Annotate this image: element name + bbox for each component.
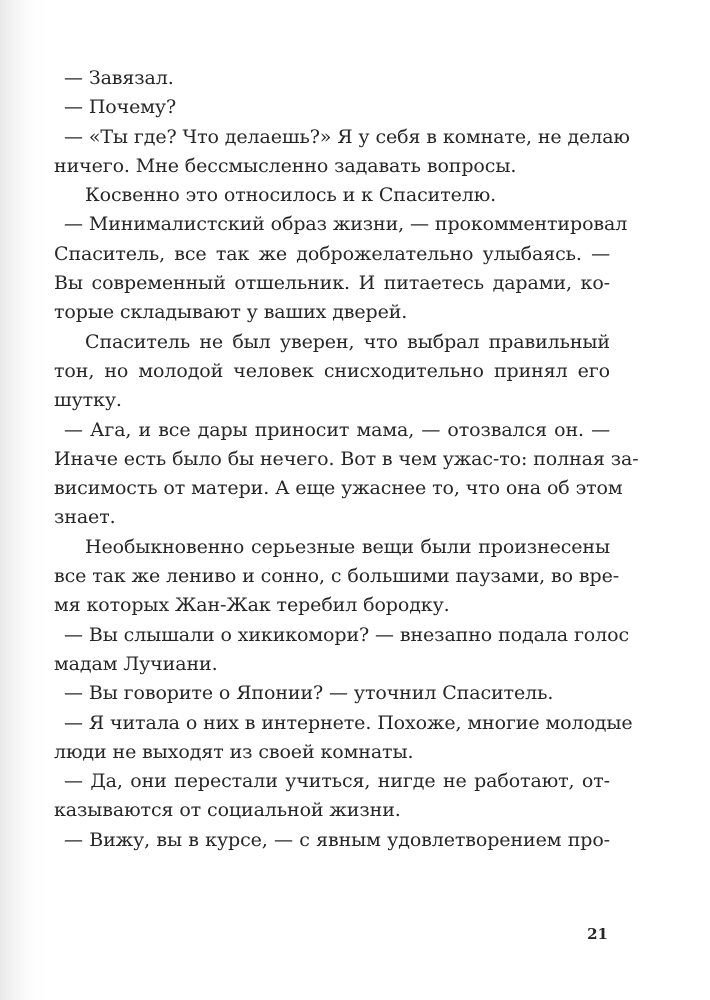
text-line: — Почему? — [64, 96, 177, 119]
text-line: тон, но молодой человек снисходительно принял его — [54, 359, 610, 382]
text-line: мадам Лучиани. — [54, 652, 218, 675]
text-line: ничего. Мне бессмысленно задавать вопросы. — [54, 154, 517, 177]
text-line: Необыкновенно серьезные вещи были произнесены — [85, 535, 610, 558]
text-line: шутку. — [54, 389, 122, 412]
text-line: — Вы говорите о Японии? — уточнил Спаситель. — [64, 682, 554, 705]
text-line: торые складывают у ваших дверей. — [54, 301, 408, 324]
text-line: — Ага, и все дары приносит мама, — отозвался он. — — [64, 418, 610, 441]
text-line: висимость от матери. А еще ужаснее то, что она об этом — [54, 477, 623, 500]
text-line: — Я читала о них в интернете. Похоже, многие молодые — [64, 711, 633, 734]
text-line: казываются от социальной жизни. — [54, 799, 401, 822]
text-line: Вы современный отшельник. И питаетесь дарами, ко- — [54, 272, 610, 295]
text-line: — «Ты где? Что делаешь?» Я у себя в комнате, не делаю — [64, 125, 630, 148]
text-line: — Вы слышали о хикикомори? — внезапно подала голос — [64, 623, 629, 646]
text-line: все так же лениво и сонно, с большими паузами, во вре- — [54, 565, 620, 588]
text-line: Спаситель не был уверен, что выбрал правильный — [85, 330, 610, 353]
text-line: люди не выходят из своей комнаты. — [54, 740, 414, 763]
text-line: Косвенно это относилось и к Спасителю. — [85, 184, 497, 207]
text-line: мя которых Жан-Жак теребил бородку. — [54, 594, 450, 617]
text-line: знает. — [54, 506, 116, 529]
text-line: Иначе есть было бы нечего. Вот в чем ужас-то: полная за- — [54, 447, 639, 470]
text-line: — Завязал. — [64, 67, 174, 89]
text-line: — Минималистский образ жизни, — прокомментировал — [64, 213, 628, 236]
text-line: — Да, они перестали учиться, нигде не работают, от- — [64, 770, 610, 793]
body-text — [54, 64, 639, 855]
page-number: 21 — [587, 925, 608, 943]
text-line: — Вижу, вы в курсе, — с явным удовлетворением про- — [64, 828, 610, 851]
text-line: Спаситель, все так же доброжелательно улыбаясь. — — [54, 242, 610, 265]
